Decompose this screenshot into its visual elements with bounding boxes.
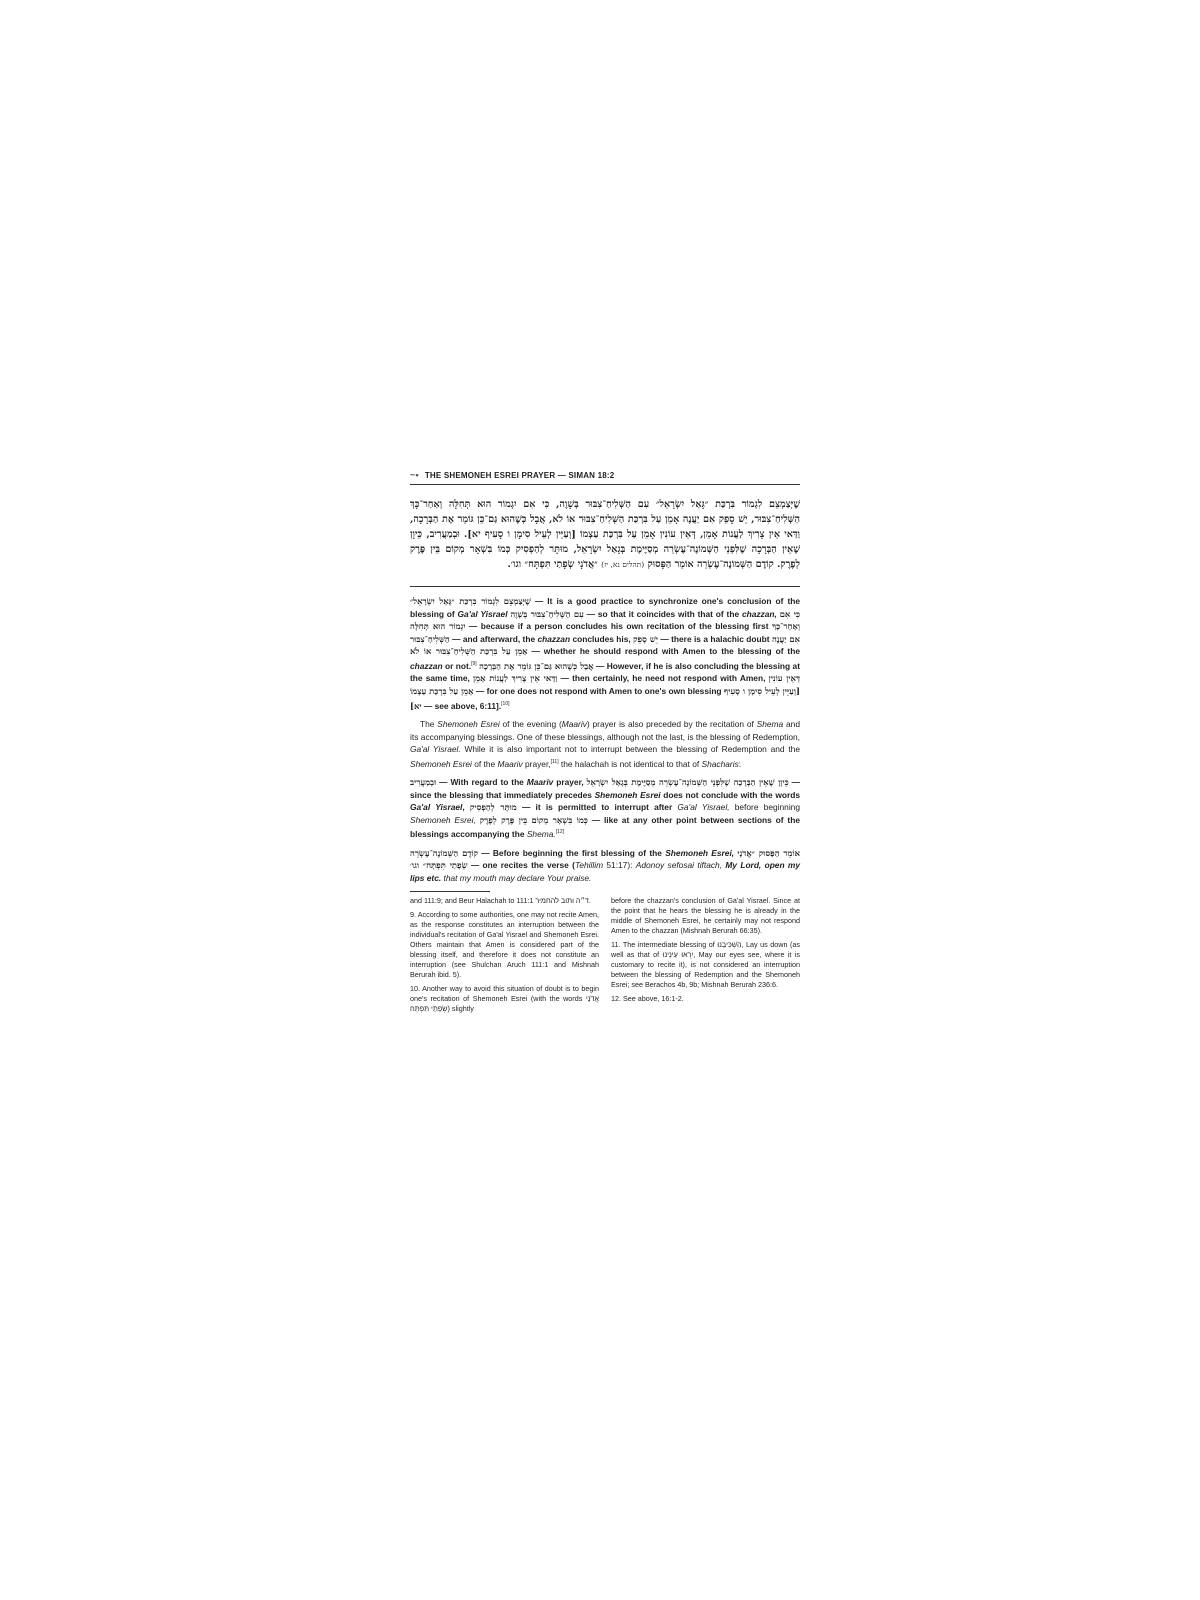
commentary-paragraph-1 — [410, 595, 800, 712]
commentary-text: The — [420, 718, 438, 729]
commentary-text: Shemoneh Esrei — [410, 758, 472, 769]
hebrew-lemma: [וְעַיֵּין לְעֵיל סִימָן ו סָעִיף יא] — [410, 685, 801, 711]
hebrew-lemma: עִם הַשְּׁלִיחַ־צִבּוּר בְּשָׁוֶה — [510, 608, 584, 619]
commentary-text: ) prayer is also preceded by the recitation of — [586, 718, 757, 729]
book-page — [410, 470, 800, 1018]
commentary-text: — It is a good practice to synchronize one's conclusion of the blessing of — [410, 596, 801, 619]
commentary-text: : — [738, 758, 742, 769]
commentary-text: Maariv — [526, 777, 554, 788]
commentary-text: — However, if he is also concluding the blessing at the same time, — [410, 660, 800, 684]
commentary-text: does not conclude with the words — [660, 789, 800, 800]
footnote-ref[interactable]: [10] — [501, 700, 510, 707]
hebrew-lemma: שֶׁיְּצַמְצֵם לִגְמוֹר בִּרְכַּת ״גָּאַל יִשְׂרָאֵל״ — [410, 596, 531, 606]
commentary-text: My Lord, open my lips etc. — [410, 860, 801, 884]
commentary-text: Shemoneh Esrei, — [665, 847, 735, 858]
hebrew-main-text — [410, 497, 800, 587]
commentary-text: While it is also important not to interrupt between the blessing of Redemption and the — [460, 744, 800, 755]
commentary-text: — so that it coincides with that of the — [583, 608, 742, 619]
commentary-text: of the evening ( — [499, 718, 562, 729]
footnote-item: 11. The intermediate blessing of הַשְׁכִּיבֵנוּ, Lay us down (as well as that of יִרְאוּ עֵינֵינוּ, May our eyes see, where it is customary to recite it), is not considered an interruption between the blessing of Redemption and the Shemoneh Esrei; see Berachos 4b, 9b; Mishnah Berurah 236:6. — [611, 939, 800, 989]
footnote-item: and 111:9; and Beur Halachah to 111:1 ד״ה ותוב להחמיר. — [410, 895, 591, 905]
hebrew-lemma: דְּאֵין עוֹנִין אָמֵן עַל בִּרְכַּת עַצְמוֹ — [410, 673, 800, 696]
page-title: THE SHEMONEH ESREI PRAYER — SIMAN 18:2 — [424, 470, 615, 480]
commentary-text: and its accompanying blessings. One of these blessings, although not the last, is the blessing of Redemption, — [410, 718, 801, 742]
hebrew-lemma: כִּי אִם יִגְמוֹר הוּא תְּחִלָּה — [410, 608, 801, 632]
commentary-text: Shacharis — [701, 758, 739, 769]
footnote-ref[interactable]: [12] — [555, 829, 565, 836]
commentary-text: — and afterward, the — [449, 633, 538, 644]
commentary-text: — Before beginning the first blessing of the — [477, 847, 666, 858]
footnote-item: before the chazzan's conclusion of Ga'al Yisrael. Since at the point that he hears the blessing he is already in the middle of Shemoneh Esrei, he certainly may not respond Amen to the chazzan (Mishnah Berurah 66:35). — [611, 895, 800, 935]
hebrew-ending: ״אֲדֹנָי שְׂפָתַי תִּפְתָּח״ וגו׳. — [507, 559, 598, 570]
commentary-paragraph-4 — [410, 847, 800, 885]
commentary-text: — then certainly, he need not respond with Amen, — [557, 673, 769, 684]
commentary-text: — for one does not respond with Amen to one's own blessing — [473, 685, 724, 696]
commentary-text: of the — [471, 758, 498, 769]
hebrew-lemma: מוּתָּר לְהַפְסִיק — [469, 802, 517, 813]
footnote-ref[interactable]: [9] — [471, 660, 477, 667]
commentary-text: before beginning — [729, 802, 800, 813]
footnote-column-right — [611, 896, 800, 1018]
commentary-text: Tehillim — [574, 860, 604, 871]
commentary-paragraph-2 — [410, 718, 800, 770]
footnote-item: 12. See above, 16:1-2. — [611, 993, 684, 1003]
hebrew-lemma: אֲבָל כְּשֶׁהוּא גַּם־כֵּן גּוֹמֵר אֶת הַבְּרָכָה — [479, 660, 594, 671]
hebrew-lemma: וּבְמַעֲרִיב — [410, 777, 437, 788]
commentary-text: chazzan — [410, 660, 443, 671]
hebrew-lemma: כְּמוֹ בִּשְׁאָר מְקוֹם בֵּין פֶּרֶק לְפֶרֶק — [479, 814, 588, 825]
commentary-text: — since the blessing that immediately precedes — [410, 777, 800, 800]
hebrew-body: שֶׁיְּצַמְצֵם לִגְמוֹר בִּרְכַּת ״גָּאַל יִשְׂרָאֵל״ עִם הַשְּׁלִיחַ־צִבּוּר בְּשָׁוֶה, כִּי אִם יִגְמוֹר הוּא תְּחִלָּה וְאַחַר־כָּךְ הַשְּׁלִיחַ־צִבּוּר, יֵשׁ סָפֵק אִם יַעֲנֶה אָמֵן עַל בִּרְכַּת הַשְּׁלִיחַ־צִבּוּר אוֹ לֹא, אֲבָל כְּשֶׁהוּא גַּם־כֵּן גּוֹמֵר אֶת הַבְּרָכָה, וַדַּאי אֵין צָרִיךְ לַעֲנוֹת אָמֵן, דְּאֵין עוֹנִין אָמֵן עַל בִּרְכַּת עַצְמוֹ [וְעַיֵּין לְעֵיל סִימָן ו סָעִיף יא]. וּבְמַעֲרִיב, כֵּיוָן שֶׁאֵין הַבְּרָכָה שֶׁלִּפְנֵי הַשְּׁמוֹנֶה־עֶשְׂרֵה מְסַיֶּימֶת בְּגָאַל יִשְׂרָאֵל, מוּתָּר לְהַפְסִיק כְּמוֹ בִּשְׁאָר מְקוֹם בֵּין פֶּרֶק לְפֶרֶק. קוֹדֶם הַשְּׁמוֹנֶה־עֶשְׂרֵה אוֹמֵר הַפָּסוּק — [410, 499, 800, 570]
commentary-text: — one recites the verse ( — [467, 860, 575, 871]
commentary-text: chazzan, — [741, 608, 777, 619]
commentary-text: Shemoneh Esrei, — [410, 814, 476, 825]
commentary-text: prayer, — [522, 758, 551, 769]
running-head — [410, 470, 800, 485]
commentary-text: Shema — [756, 718, 784, 729]
commentary-text: — because if a person concludes his own recitation of the blessing first — [465, 621, 772, 632]
hebrew-lemma: וְאַחַר־כָּךְ הַשְּׁלִיחַ־צִבּוּר — [410, 621, 800, 644]
commentary-text: chazzan — [537, 633, 571, 644]
commentary-text: — whether he should respond with Amen to the blessing of the — [527, 646, 800, 657]
commentary-text: , — [462, 802, 470, 813]
ornament-icon: ~• — [410, 470, 419, 480]
footnote-column-left — [410, 896, 599, 1018]
commentary-text: — it is permitted to interrupt after — [516, 802, 678, 813]
footnote-item: 10. Another way to avoid this situation of doubt is to begin one's recitation of Shemoneh Esrei (with the words אֲדֹנָי שְׂפָתַי תִּפְתָּח) slightly — [410, 983, 599, 1013]
hebrew-lemma: אִם יַעֲנֶה אָמֵן עַל בִּרְכַּת הַשְּׁלִיחַ־צִבּוּר אוֹ לֹא — [410, 633, 800, 657]
footnote-ref[interactable]: [11] — [550, 758, 559, 765]
commentary-text: prayer, — [553, 777, 587, 788]
commentary-text: Ga'al Yisrael, — [677, 802, 730, 813]
hebrew-lemma: וַדַּאי אֵין צָרִיךְ לַעֲנוֹת אָמֵן — [473, 673, 558, 684]
commentary-text: — With regard to the — [436, 777, 527, 788]
commentary-text: the halachah is not identical to that of — [558, 758, 702, 769]
commentary-text: concludes his, — [570, 633, 634, 644]
hebrew-lemma: כֵּיוָן שֶׁאֵין הַבְּרָכָה שֶׁלִּפְנֵי הַשְּׁמוֹנֶה־עֶשְׂרֵה מְסַיֶּימֶת בְּגָאַל יִשְׂרָאֵל — [586, 777, 789, 788]
commentary-text: — like at any other point between sections of the blessings accompanying the — [410, 814, 800, 840]
hebrew-lemma: יֵשׁ סָפֵק — [633, 633, 658, 644]
footnote-divider — [410, 891, 490, 892]
commentary-text: Ga'al Yisrael — [457, 608, 508, 619]
commentary-text: Maariv — [497, 758, 523, 769]
commentary — [410, 595, 800, 885]
commentary-text: Adonoy sefosai tiftach, — [635, 860, 723, 871]
commentary-text: — there is a halachic doubt — [657, 633, 772, 644]
commentary-text: Shemoneh Esrei — [594, 789, 661, 800]
footnote-item: 9. According to some authorities, one may not recite Amen, as the response constitutes an interruption between the individual's recitation of Ga'al Yisrael and Shemoneh Esrei. Others maintain that Amen is considered part of the blessing itself, and therefore it does not constitute an interruption (see Shulchan Aruch 111:1 and Mishnah Berurah ibid. 5). — [410, 909, 599, 979]
commentary-text: or not. — [442, 660, 472, 671]
commentary-text: 51:17): — [603, 860, 636, 871]
hebrew-source: (תהלים נא, יז) — [601, 560, 645, 569]
commentary-text: Ga'al Yisrael — [410, 802, 463, 813]
commentary-text: Maariv — [561, 718, 587, 729]
commentary-text: — see above, 6:11]. — [421, 700, 502, 711]
commentary-paragraph-3 — [410, 776, 800, 841]
commentary-text: that my mouth may declare Your praise. — [441, 873, 592, 884]
hebrew-lemma: קוֹדֶם הַשְּׁמוֹנֶה־עֶשְׂרֵה — [410, 847, 478, 858]
footnotes — [410, 896, 800, 1018]
commentary-text: Shemoneh Esrei — [437, 718, 500, 729]
commentary-text: Ga'al Yisrael. — [410, 744, 461, 755]
hebrew-lemma: אוֹמֵר הַפָּסוּק ״אֲדֹנָי שְׂפָתַי תִּפְתָּח״ וגו׳ — [410, 847, 800, 871]
commentary-text: Shema. — [526, 829, 556, 840]
